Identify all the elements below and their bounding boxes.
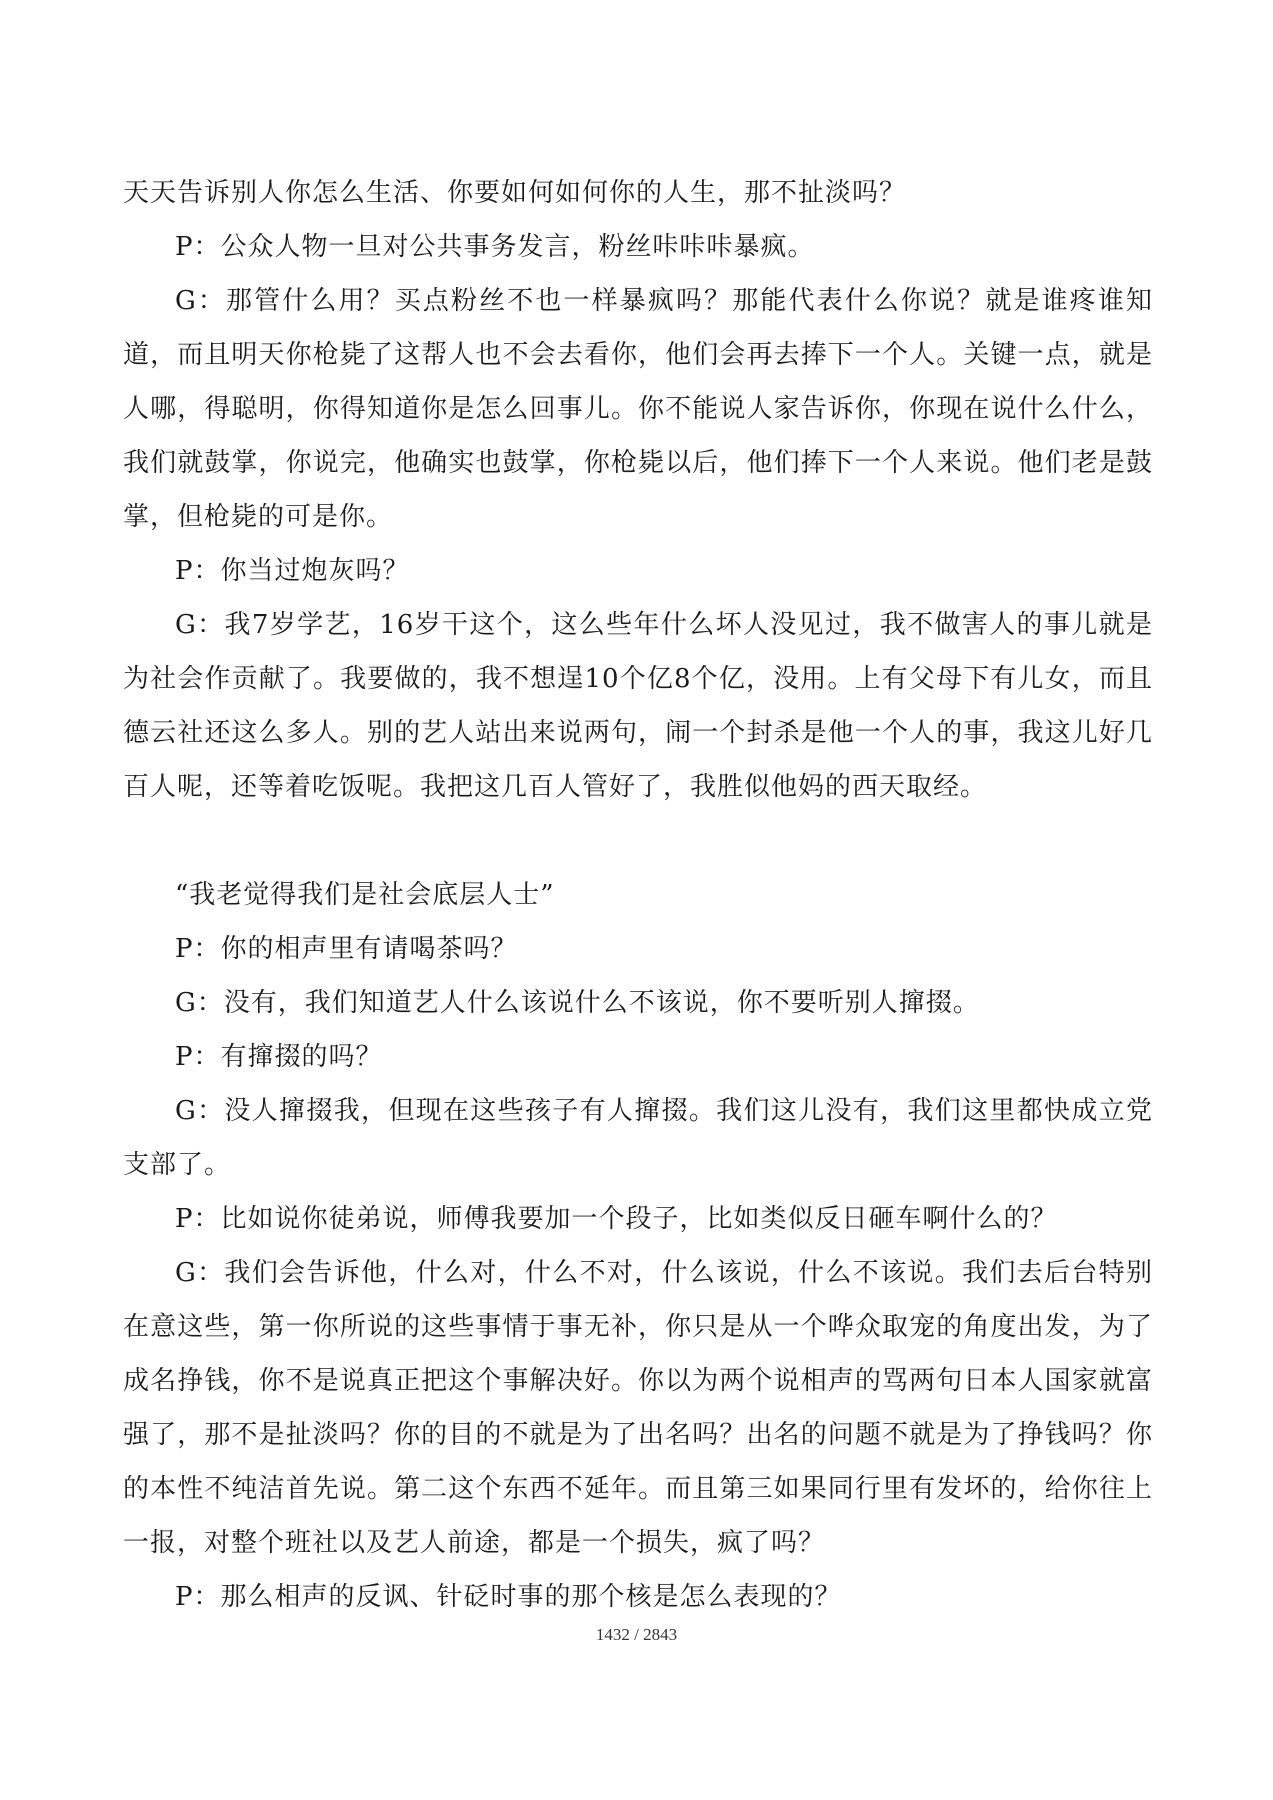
paragraph-question: P：你的相声里有请喝茶吗？	[175, 934, 518, 964]
paragraph-continued: 天天告诉别人你怎么生活、你要如何如何你的人生，那不扯淡吗？	[123, 178, 907, 208]
paragraph-question: P：公众人物一旦对公共事务发言，粉丝咔咔咔暴疯。	[175, 232, 815, 262]
paragraph-answer: G：没人撺掇我，但现在这些孩子有人撺掇。我们这儿没有，我们这里都快成立党支部了。	[123, 1096, 1153, 1180]
section-gap	[123, 814, 1153, 868]
paragraph-answer: G：我7岁学艺，16岁干这个，这么些年什么坏人没见过，我不做害人的事儿就是为社会作贡献了。我要做的，我不想逞10个亿8个亿，没用。上有父母下有儿女，而且德云社还这么多人。别的艺人站出来说两句，闹一个封杀是他一个人的事，我这儿好几百人呢，还等着吃饭呢。我把这几百人管好了，我胜似他妈的西天取经。	[123, 610, 1153, 802]
article-body	[123, 166, 1153, 1624]
paragraph-question: P：有撺掇的吗？	[175, 1042, 383, 1072]
page-separator: /	[634, 1625, 639, 1644]
page-current: 1432	[595, 1625, 630, 1644]
paragraph-answer: G：我们会告诉他，什么对，什么不对，什么该说，什么不该说。我们去后台特别在意这些，第一你所说的这些事情于事无补，你只是从一个哗众取宠的角度出发，为了成名挣钱，你不是说真正把这个事解决好。你以为两个说相声的骂两句日本人国家就富强了，那不是扯淡吗？你的目的不就是为了出名吗？出名的问题不就是为了挣钱吗？你的本性不纯洁首先说。第二这个东西不延年。而且第三如果同行里有发坏的，给你往上一报，对整个班社以及艺人前途，都是一个损失，疯了吗？	[123, 1258, 1153, 1558]
page-total: 2843	[643, 1625, 678, 1644]
section-heading: “我老觉得我们是社会底层人士”	[175, 880, 555, 910]
paragraph-question: P：那么相声的反讽、针砭时事的那个核是怎么表现的？	[175, 1582, 842, 1612]
paragraph-answer: G：没有，我们知道艺人什么该说什么不该说，你不要听别人撺掇。	[175, 988, 980, 1018]
paragraph-question: P：比如说你徒弟说，师傅我要加一个段子，比如类似反日砸车啊什么的？	[175, 1204, 1058, 1234]
page-number	[0, 1625, 1273, 1645]
paragraph-question: P：你当过炮灰吗？	[175, 556, 410, 586]
paragraph-answer: G：那管什么用？买点粉丝不也一样暴疯吗？那能代表什么你说？就是谁疼谁知道，而且明天你枪毙了这帮人也不会去看你，他们会再去捧下一个人。关键一点，就是人哪，得聪明，你得知道你是怎么回事儿。你不能说人家告诉你，你现在说什么什么，我们就鼓掌，你说完，他确实也鼓掌，你枪毙以后，他们捧下一个人来说。他们老是鼓掌，但枪毙的可是你。	[123, 286, 1153, 532]
